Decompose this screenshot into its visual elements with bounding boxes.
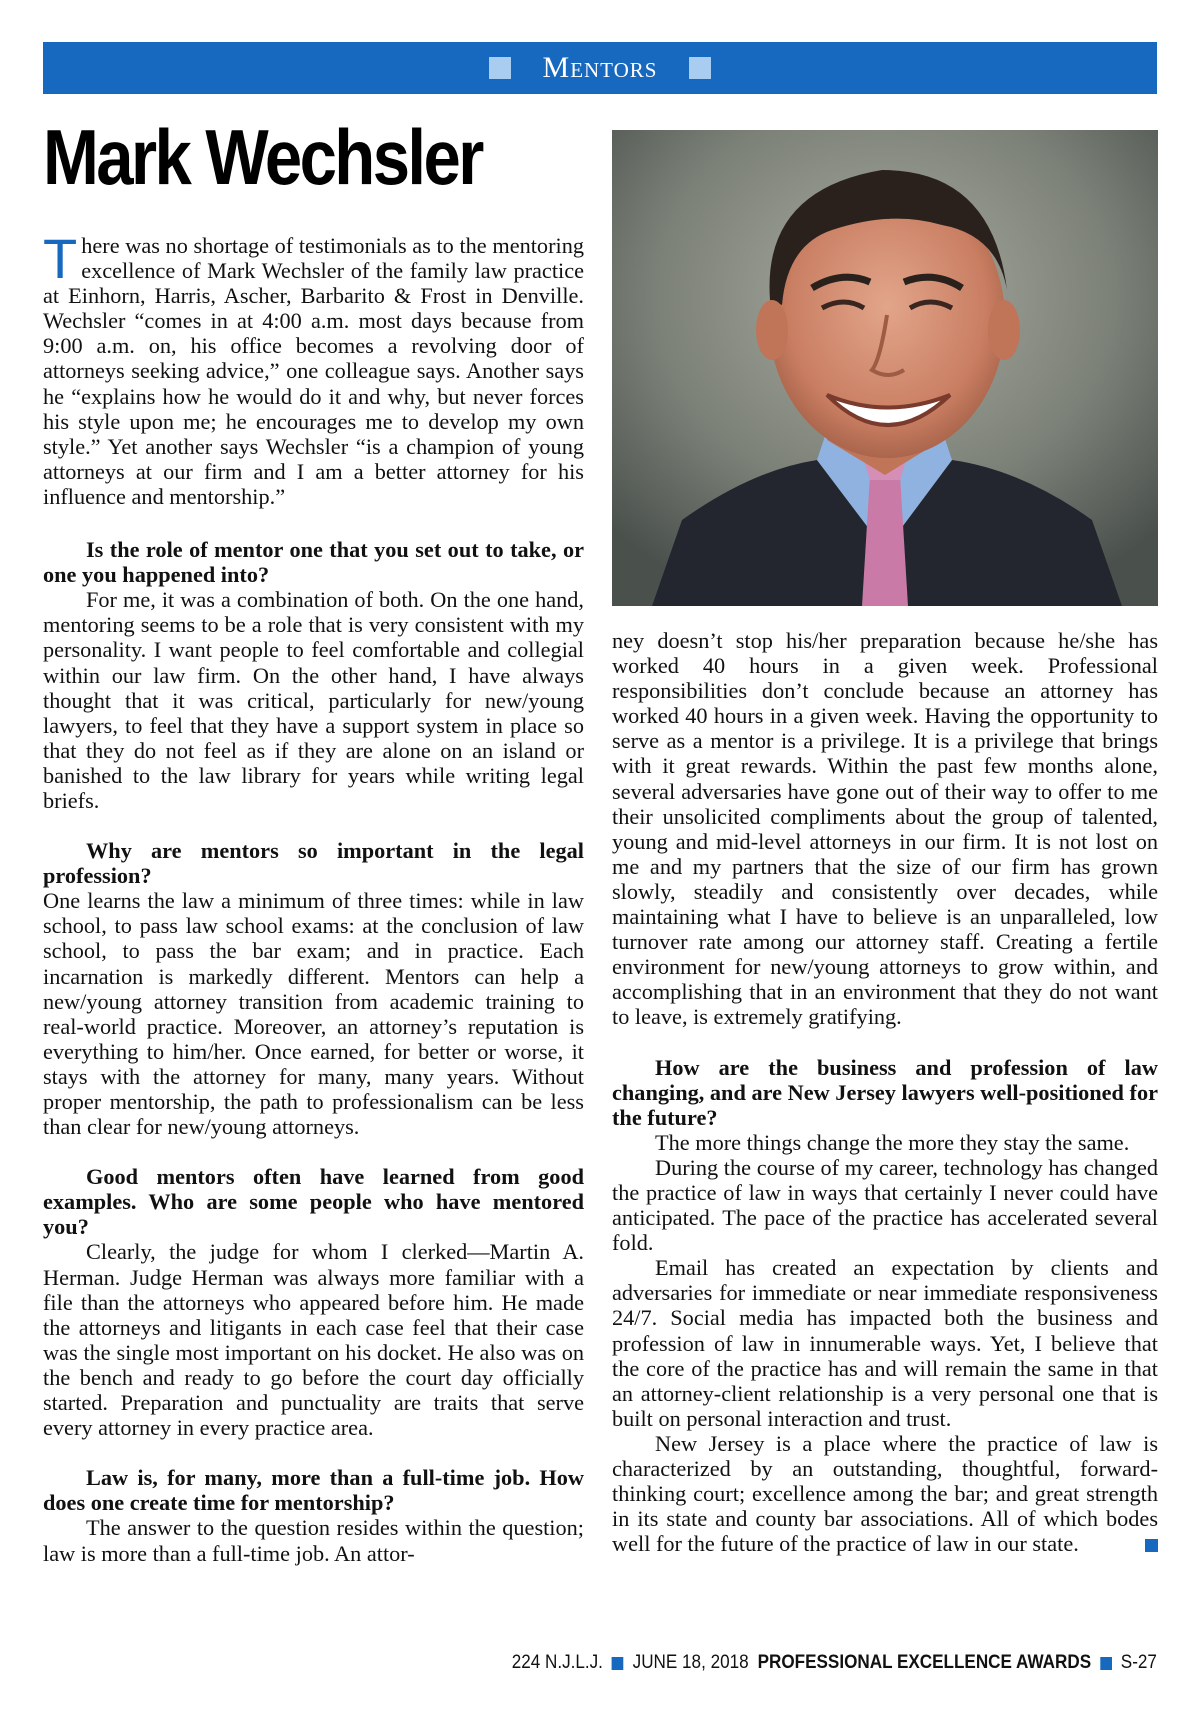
question-2: Why are mentors so important in the legal profession? — [43, 838, 584, 889]
page-footer — [512, 1652, 1157, 1674]
footer-section: PROFESSIONAL EXCELLENCE AWARDS — [757, 1652, 1092, 1673]
answer-3: Clearly, the judge for whom I clerked—Martin A. Herman. Judge Herman was always more familiar with a file than the attorneys who appeared before him. He made the attorneys and litigants in each case feel that their case was the single most important on his docket. He also was on the bench and ready to go before the court day officially started. Preparation and punctuality are traits that serve every attorney in every practice area. — [43, 1239, 584, 1441]
answer-2: One learns the law a minimum of three times: while in law school, to pass law school exams: at the conclusion of law school, to pass the bar exam; and in practice. Each incarnation is markedly different. Mentors can help a new/young attorney transition from academic training to real-world practice. Moreover, an attorney’s reputation is everything to him/her. Once earned, for better or worse, it stays with the attorney for many, many years. Without proper mentorship, the path to professionalism can be less than clear for new/young attorneys. — [43, 888, 584, 1140]
answer-5-paragraph: During the course of my career, technology has changed the practice of law in ways that certainly I never could have anticipated. The pace of the practice has accelerated several fold. — [612, 1154, 1158, 1256]
end-mark-icon — [1145, 1539, 1158, 1552]
question-4: Law is, for many, more than a full-time job. How does one create time for mentorship? — [43, 1465, 584, 1516]
intro-paragraph — [43, 227, 584, 509]
answer-5-last-text: New Jersey is a place where the practice of law is characterized by an outstanding, thoughtful, forward-thinking court; excellence among the bar; and great strength in its state and county bar associations. All of which bodes well for the future of the practice of law in our state. — [612, 1430, 1158, 1557]
drop-cap: T — [43, 227, 78, 290]
question-5: How are the business and profession of law changing, and are New Jersey lawyers well-positioned for the future? — [612, 1054, 1158, 1130]
footer-square-icon — [1100, 1657, 1112, 1670]
article-title: Mark Wechsler — [43, 113, 482, 201]
answer-5-paragraph — [612, 1431, 1158, 1556]
answer-5-paragraph: The more things change the more they stay the same. — [655, 1129, 1130, 1155]
banner-square-right — [689, 57, 711, 79]
section-label: Mentors — [542, 51, 658, 84]
intro-text: here was no shortage of testimonials as to the mentoring excellence of Mark Wechsler of the family law practice at Einhorn, Harris, Ascher, Barbarito & Frost in Denville. Wechsler “comes in at 4:00 a.m. most days because from 9:00 a.m. on, his office becomes a revolving door of attorneys seeking advice,” one colleague says. Another says he “explains how he would do it and why, but never forces his style upon me; he encourages me to develop my own style.” Yet another says Wechsler “is a champion of young attorneys at our firm and I am a better attorney for his influence and mentorship.” — [43, 233, 584, 509]
answer-4-continued: ney doesn’t stop his/her preparation because he/she has worked 40 hours in a given week. Professional responsibilities don’t conclude because an attorney has worked 40 hours in a given week. Having the opportunity to serve as a mentor is a privilege. It is a privilege that brings with it great rewards. Within the past few months alone, several adversaries have gone out of their way to offer to me their unsolicited compliments about the group of talented, young and mid-level attorneys in our firm. It is not lost on me and my partners that the size of our firm has grown slowly, steadily and consistently over decades, while maintaining what I have to believe is an unparalleled, low turnover rate among our attorney staff. Creating a fertile environment for new/young attorneys to grow within, and accomplishing that in an environment that they do not want to leave, is extremely gratifying. — [612, 628, 1158, 1030]
answer-4: The answer to the question resides within the question; law is more than a full-time job. An attor- — [43, 1515, 584, 1566]
footer-volume: 224 N.J.L.J. — [511, 1652, 604, 1673]
answer-1: For me, it was a combination of both. On the one hand, mentoring seems to be a role that is very consistent with my personality. I want people to feel comfortable and collegial within our law firm. On the other hand, I have always thought that it was critical, particularly for new/young lawyers, to feel that they have a support system in place so that they do not feel as if they are alone on an island or banished to the law library for years while writing legal briefs. — [43, 587, 584, 813]
footer-square-icon — [612, 1657, 624, 1670]
footer-page-number: S-27 — [1120, 1652, 1157, 1673]
answer-5-paragraph: Email has created an expectation by clients and adversaries for immediate or near immediate responsiveness 24/7. Social media has impacted both the business and profession of law in innumerable ways. Yet, I believe that the core of the practice has and will remain the same in that an attorney-client relationship is a very personal one that is built on personal interaction and trust. — [612, 1255, 1158, 1431]
question-3: Good mentors often have learned from good examples. Who are some people who have mentored you? — [43, 1164, 584, 1240]
left-column — [43, 227, 584, 1566]
right-column — [612, 628, 1158, 1556]
section-banner — [43, 42, 1157, 94]
banner-square-left — [489, 57, 511, 79]
portrait-photo — [612, 130, 1158, 606]
footer-date: JUNE 18, 2018 — [632, 1652, 749, 1673]
question-1: Is the role of mentor one that you set out to take, or one you happened into? — [43, 537, 584, 588]
